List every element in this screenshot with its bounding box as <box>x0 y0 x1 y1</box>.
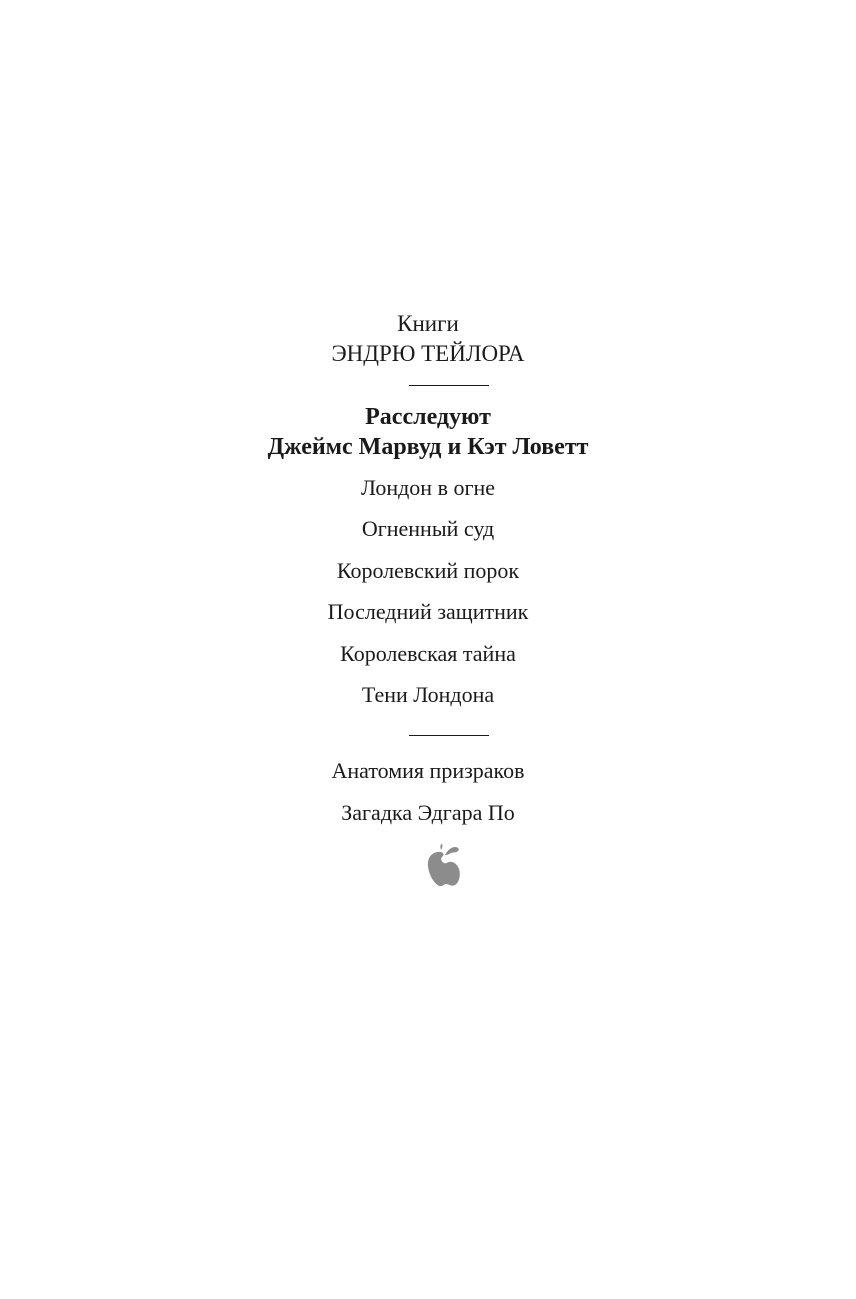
standalone-book-item: Анатомия призраков <box>331 758 525 783</box>
series-book-item: Королевский порок <box>336 558 520 583</box>
apple-icon <box>424 842 464 888</box>
series-book-item: Королевская тайна <box>340 641 516 666</box>
series-title-line-1: Расследуют <box>365 404 491 430</box>
divider-bottom <box>409 735 489 736</box>
heading-author-name: ЭНДРЮ ТЕЙЛОРА <box>331 341 525 366</box>
series-book-item: Огненный суд <box>361 516 495 541</box>
divider-top <box>409 385 489 386</box>
series-book-item: Последний защитник <box>327 599 529 624</box>
series-book-item: Тени Лондона <box>361 682 495 707</box>
series-book-item: Лондон в огне <box>360 475 496 500</box>
author-heading <box>0 309 856 369</box>
heading-books-label: Книги <box>397 311 459 336</box>
series-title <box>0 402 856 462</box>
series-title-line-2: Джеймс Марвуд и Кэт Ловетт <box>267 434 589 460</box>
standalone-book-item: Загадка Эдгара По <box>341 800 515 825</box>
